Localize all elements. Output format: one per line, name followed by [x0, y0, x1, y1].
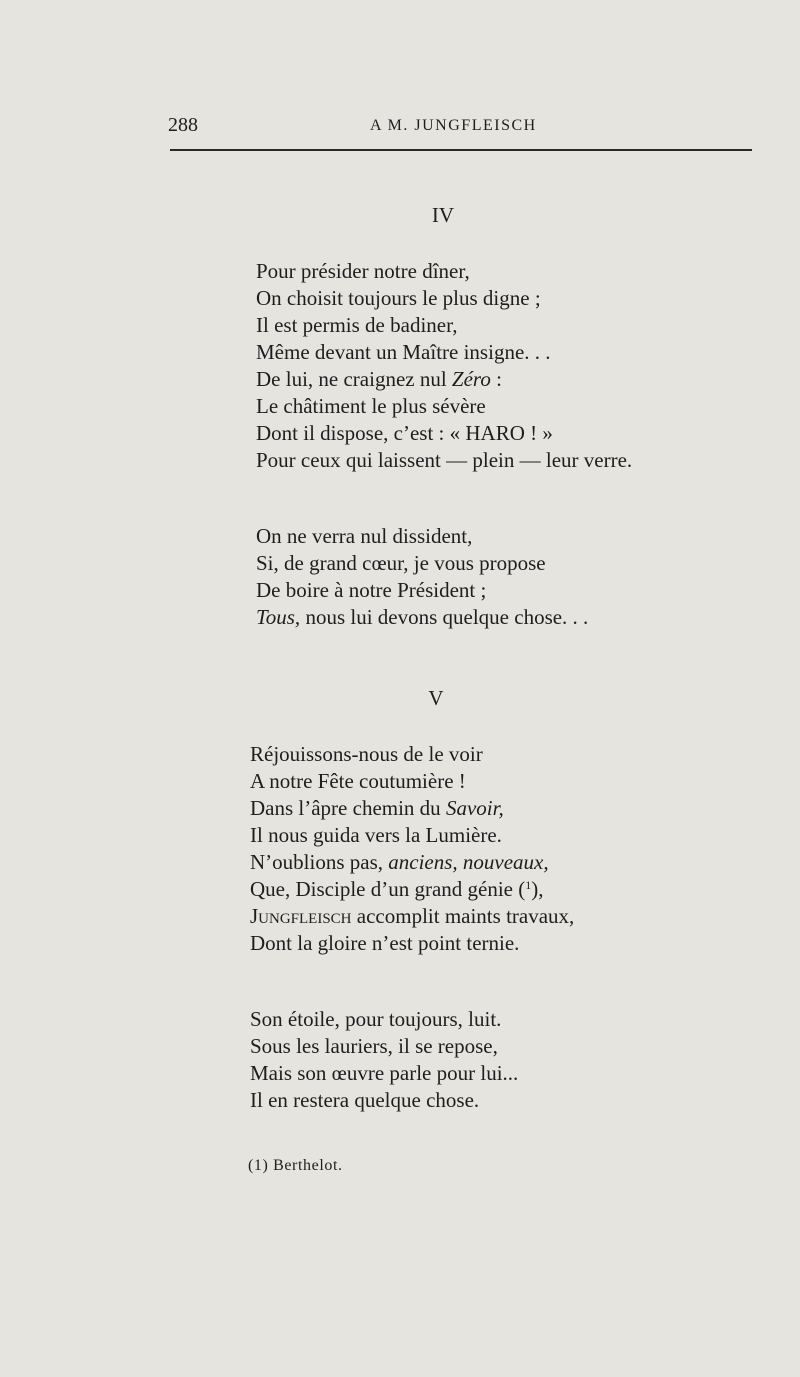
verse-line: Il nous guida vers la Lumière. [250, 823, 502, 847]
footnote-ref: 1 [525, 878, 532, 892]
stanza-v-2 [250, 1006, 518, 1114]
verse-line: Dont il dispose, c’est : « HARO ! » [256, 421, 553, 445]
verse-italic: Savoir, [445, 796, 504, 820]
footnote-text: Berthelot. [268, 1157, 343, 1174]
verse-line: Pour ceux qui laissent — plein — leur verre. [256, 448, 633, 472]
section-number-v: V [428, 686, 444, 710]
verse-text: Que, Disciple d’un grand génie ( [250, 877, 526, 901]
stanza-iv-2 [256, 523, 588, 631]
verse-text: ), [531, 877, 544, 901]
verse-line: Il en restera quelque chose. [250, 1088, 480, 1112]
verse-line: Réjouissons-nous de le voir [250, 742, 483, 766]
verse-italic: Tous, [256, 605, 301, 629]
verse-italic: Zéro [451, 367, 491, 391]
verse-line [250, 903, 574, 930]
verse-text: : [490, 367, 502, 391]
verse-line: De boire à notre Président ; [256, 578, 487, 602]
verse-line: On ne verra nul dissident, [256, 524, 473, 548]
verse-line: Dont la gloire n’est point ternie. [250, 931, 520, 955]
verse-line: On choisit toujours le plus digne ; [256, 286, 541, 310]
verse-line: Même devant un Maître insigne. . . [256, 340, 551, 364]
header-rule [170, 149, 752, 151]
verse-line [250, 849, 574, 876]
verse-line [250, 795, 574, 822]
verse-text: accomplit maints travaux, [351, 904, 575, 928]
page-number: 288 [168, 114, 198, 136]
verse-text: De lui, ne craignez nul [256, 367, 452, 391]
verse-line: Il est permis de badiner, [256, 313, 458, 337]
section-number-iv: IV [431, 203, 455, 227]
verse-line: Sous les lauriers, il se repose, [250, 1034, 498, 1058]
verse-line: Son étoile, pour toujours, luit. [250, 1007, 502, 1031]
verse-line: A notre Fête coutumière ! [250, 769, 466, 793]
stanza-v-1 [250, 741, 574, 957]
name-small-caps: Jungfleisch [250, 904, 352, 928]
verse-text: N’oublions pas, [250, 850, 389, 874]
verse-text: nous lui devons quelque chose. . . [300, 605, 589, 629]
verse-line [256, 604, 588, 631]
verse-italic: anciens, nouveaux, [388, 850, 549, 874]
verse-line: Pour présider notre dîner, [256, 259, 470, 283]
footnote-marker: (1) [248, 1157, 269, 1174]
verse-line: Le châtiment le plus sévère [256, 394, 486, 418]
verse-line: Mais son œuvre parle pour lui... [250, 1061, 519, 1085]
verse-line [250, 876, 574, 903]
running-title: A M. JUNGFLEISCH [370, 117, 537, 134]
footnote [248, 1157, 343, 1175]
stanza-iv-1 [256, 258, 632, 474]
verse-line [256, 366, 632, 393]
verse-line: Si, de grand cœur, je vous propose [256, 551, 546, 575]
verse-text: Dans l’âpre chemin du [250, 796, 446, 820]
